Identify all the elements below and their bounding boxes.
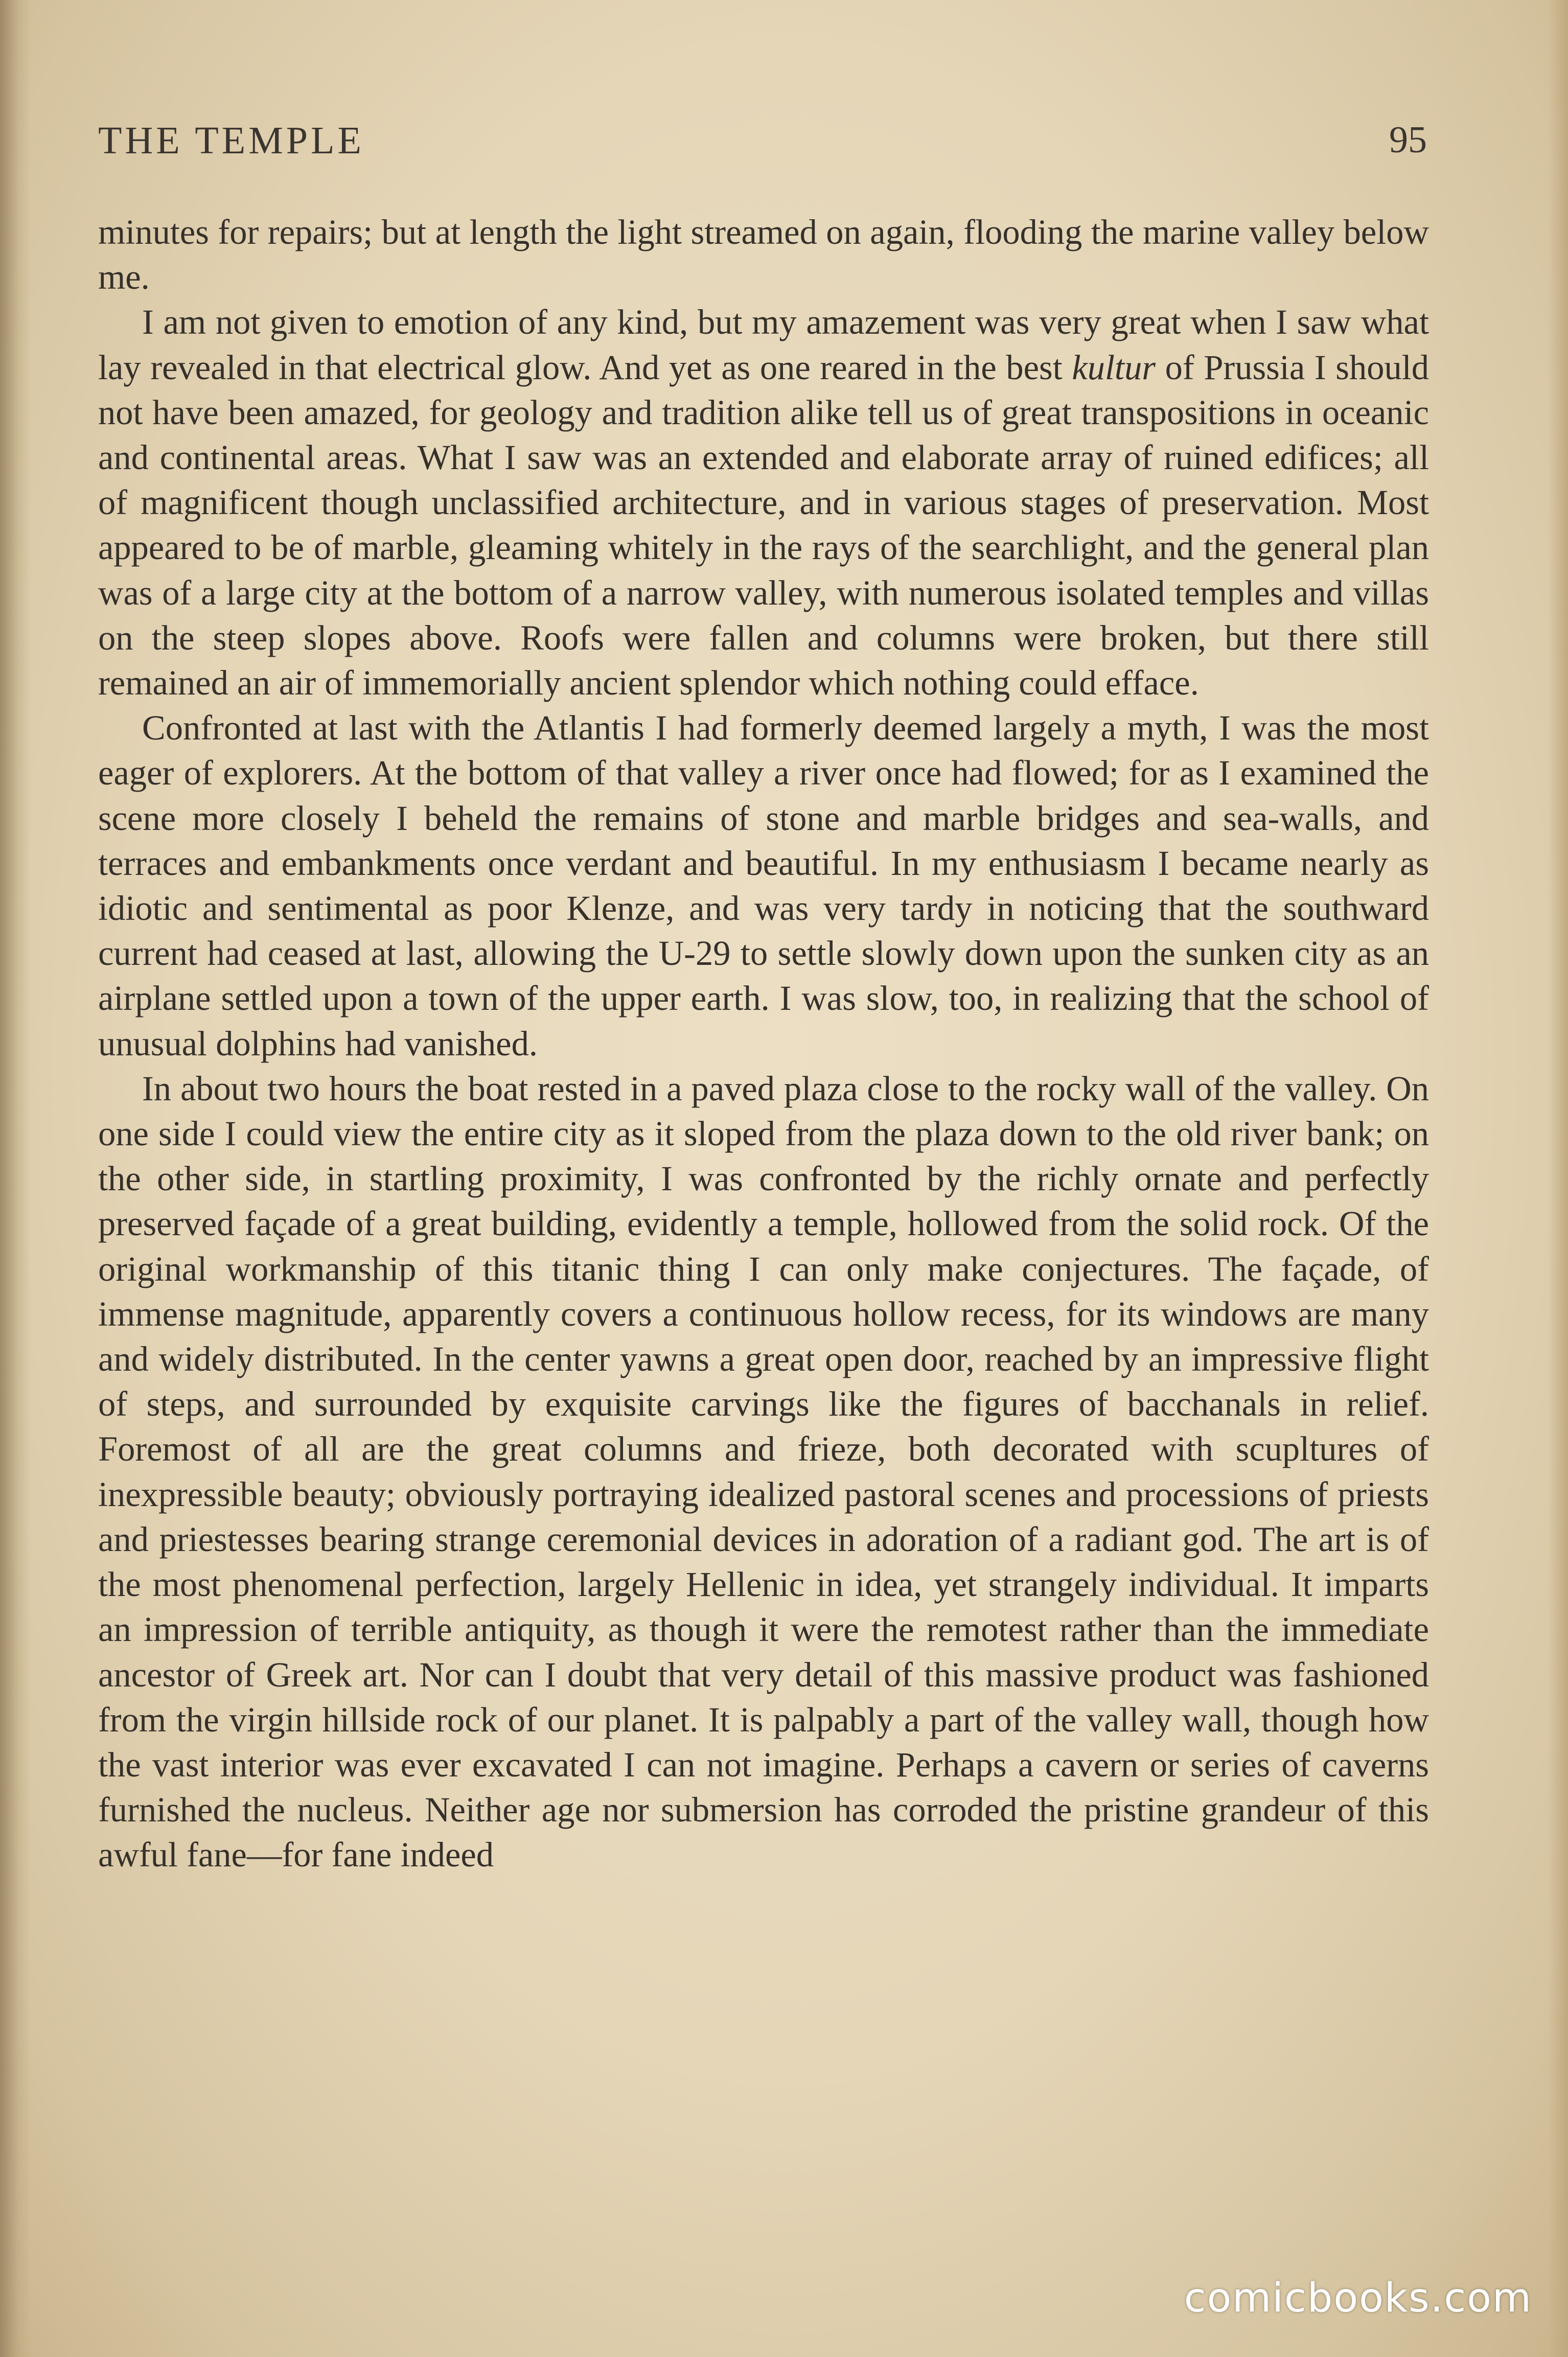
page-number: 95 <box>1389 119 1427 161</box>
italic-word-kultur: kultur <box>1072 348 1156 387</box>
spine-shadow <box>0 0 31 2357</box>
running-head <box>98 119 1427 175</box>
paragraph-2-text-a: I am not given to emotion of any kind, but my amazement was very great when I saw what lay revealed in that electrical glow. And yet as one reared in the best <box>98 303 1429 387</box>
paragraph-3: Confronted at last with the Atlantis I had formerly deemed largely a myth, I was the most eager of explorers. At the bottom of that valley a river once had flowed; for as I examined the scene more closely I beheld the remains of stone and marble bridges and sea-walls, and terraces and embankments once verdant and beautiful. In my enthusiasm I became nearly as idiotic and sentimental as poor Klenze, and was very tardy in noticing that the southward current had ceased at last, allowing the U-29 to settle slowly down upon the sunken city as an airplane settled upon a town of the upper earth. I was slow, too, in realizing that the school of unusual dolphins had vanished. <box>98 708 1429 1063</box>
page-edge <box>1548 0 1568 2357</box>
paragraph-2-text-b: of Prussia I should not have been amazed, for geology and tradition alike tell us of great transpositions in oceanic and continental areas. What I saw was an extended and elaborate array of ruined edifices; all of magnificent though unclassified architecture, and in various stages of preservation. Most appeared to be of marble, gleaming whitely in the rays of the searchlight, and the general plan was of a large city at the bottom of a narrow valley, with numerous isolated temples and villas on the steep slopes above. Roofs were fallen and columns were broken, but there still remained an air of immemorially ancient splendor which nothing could efface. <box>98 348 1429 703</box>
body-text <box>98 210 1429 1878</box>
running-title: THE TEMPLE <box>98 119 364 162</box>
paragraph-1: minutes for repairs; but at length the light streamed on again, flooding the marine valley below me. <box>98 213 1429 297</box>
paragraph-4: In about two hours the boat rested in a paved plaza close to the rocky wall of the valley. On one side I could view the entire city as it sloped from the plaza down to the old river bank; on the other side, in startling proximity, I was confronted by the richly ornate and perfectly preserved façade of a great building, evidently a temple, hollowed from the solid rock. Of the original workmanship of this titanic thing I can only make conjectures. The façade, of immense magnitude, apparently covers a continuous hollow recess, for its windows are many and widely distributed. In the center yawns a great open door, reached by an impressive flight of steps, and surrounded by exquisite carvings like the figures of bacchanals in relief. Foremost of all are the great columns and frieze, both decorated with scupltures of inexpressible beauty; obviously portraying idealized pastoral scenes and processions of priests and priestesses bearing strange ceremonial devices in adoration of a radiant god. The art is of the most phenomenal perfection, largely Hellenic in idea, yet strangely individual. It imparts an impression of terrible antiquity, as though it were the remotest rather than the immediate ancestor of Greek art. Nor can I doubt that very detail of this massive product was fashioned from the virgin hillside rock of our planet. It is palpably a part of the valley wall, though how the vast interior was ever excavated I can not imagine. Perhaps a cavern or series of caverns furnished the nucleus. Neither age nor submersion has corroded the pristine grandeur of this awful fane—for fane indeed <box>98 1069 1429 1875</box>
watermark: comicbooks.com <box>1184 2275 1532 2321</box>
paragraph-2 <box>98 299 1429 705</box>
